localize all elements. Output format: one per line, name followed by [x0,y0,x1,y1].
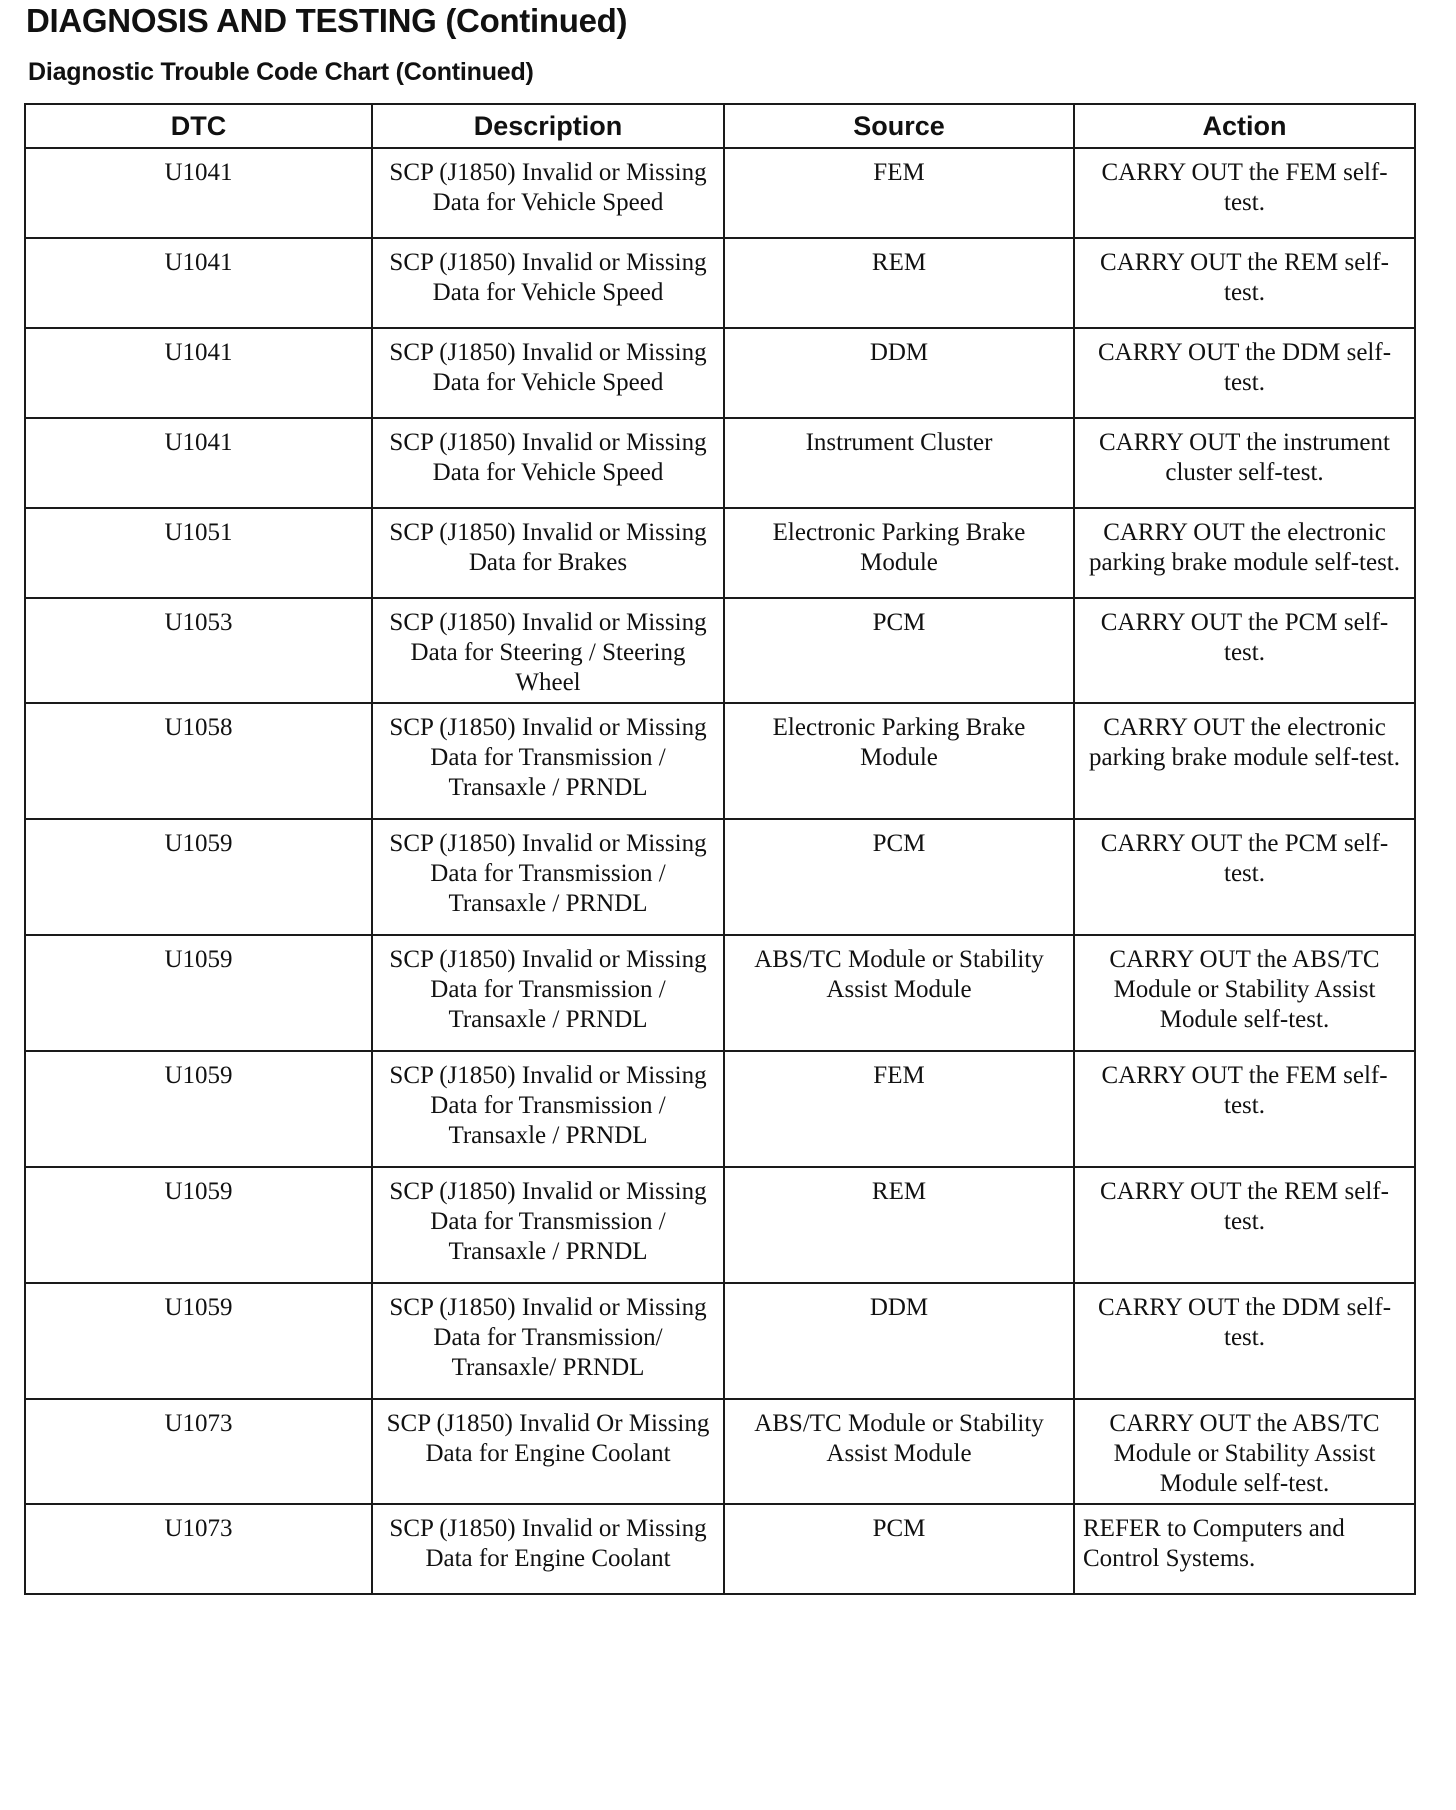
source-cell: PCM [724,819,1074,935]
action-cell: CARRY OUT the FEM self-test. [1074,1051,1415,1167]
table-row [25,238,1415,328]
table-title: Diagnostic Trouble Code Chart (Continued) [28,58,534,86]
description-cell: SCP (J1850) Invalid or Missing Data for Brakes [372,508,724,598]
action-cell: CARRY OUT the REM self-test. [1074,1167,1415,1283]
action-cell: CARRY OUT the instrument cluster self-test. [1074,418,1415,508]
action-cell: CARRY OUT the PCM self-test. [1074,819,1415,935]
action-cell: CARRY OUT the DDM self-test. [1074,1283,1415,1399]
table-header-row [25,104,1415,148]
source-cell: ABS/TC Module or Stability Assist Module [724,1399,1074,1504]
description-cell: SCP (J1850) Invalid or Missing Data for Transmission / Transaxle / PRNDL [372,1051,724,1167]
description-cell: SCP (J1850) Invalid or Missing Data for Vehicle Speed [372,328,724,418]
dtc-cell: U1041 [25,148,372,238]
source-cell: DDM [724,328,1074,418]
table-row [25,1504,1415,1594]
source-cell: ABS/TC Module or Stability Assist Module [724,935,1074,1051]
table-row [25,1051,1415,1167]
dtc-cell: U1041 [25,238,372,328]
description-cell: SCP (J1850) Invalid or Missing Data for Transmission / Transaxle / PRNDL [372,1167,724,1283]
table-row [25,148,1415,238]
dtc-cell: U1058 [25,703,372,819]
dtc-cell: U1059 [25,935,372,1051]
dtc-chart-table [24,103,1416,1595]
table-row [25,598,1415,703]
table-row [25,935,1415,1051]
source-cell: REM [724,238,1074,328]
dtc-cell: U1059 [25,1283,372,1399]
source-cell: PCM [724,598,1074,703]
table-row [25,819,1415,935]
description-cell: SCP (J1850) Invalid or Missing Data for Transmission / Transaxle / PRNDL [372,703,724,819]
table-row [25,703,1415,819]
action-cell: CARRY OUT the PCM self-test. [1074,598,1415,703]
page-title: DIAGNOSIS AND TESTING (Continued) [26,2,628,39]
source-cell: DDM [724,1283,1074,1399]
description-cell: SCP (J1850) Invalid or Missing Data for Vehicle Speed [372,238,724,328]
table-row [25,418,1415,508]
description-cell: SCP (J1850) Invalid Or Missing Data for Engine Coolant [372,1399,724,1504]
action-cell: CARRY OUT the electronic parking brake module self-test. [1074,508,1415,598]
action-cell: CARRY OUT the ABS/TC Module or Stability Assist Module self-test. [1074,935,1415,1051]
description-cell: SCP (J1850) Invalid or Missing Data for Vehicle Speed [372,418,724,508]
column-header-dtc: DTC [25,104,372,148]
table-row [25,1167,1415,1283]
dtc-cell: U1059 [25,819,372,935]
source-cell: Electronic Parking Brake Module [724,703,1074,819]
source-cell: PCM [724,1504,1074,1594]
action-cell: REFER to Computers and Control Systems. [1074,1504,1415,1594]
source-cell: REM [724,1167,1074,1283]
table-row [25,1399,1415,1504]
table-row [25,1283,1415,1399]
dtc-cell: U1053 [25,598,372,703]
dtc-cell: U1059 [25,1051,372,1167]
source-cell: FEM [724,148,1074,238]
action-cell: CARRY OUT the electronic parking brake module self-test. [1074,703,1415,819]
description-cell: SCP (J1850) Invalid or Missing Data for Transmission / Transaxle / PRNDL [372,935,724,1051]
description-cell: SCP (J1850) Invalid or Missing Data for Engine Coolant [372,1504,724,1594]
description-cell: SCP (J1850) Invalid or Missing Data for Steering / Steering Wheel [372,598,724,703]
description-cell: SCP (J1850) Invalid or Missing Data for Transmission/ Transaxle/ PRNDL [372,1283,724,1399]
action-cell: CARRY OUT the REM self-test. [1074,238,1415,328]
description-cell: SCP (J1850) Invalid or Missing Data for Vehicle Speed [372,148,724,238]
column-header-source: Source [724,104,1074,148]
table-row [25,508,1415,598]
column-header-description: Description [372,104,724,148]
description-cell: SCP (J1850) Invalid or Missing Data for Transmission / Transaxle / PRNDL [372,819,724,935]
action-cell: CARRY OUT the DDM self-test. [1074,328,1415,418]
action-cell: CARRY OUT the ABS/TC Module or Stability Assist Module self-test. [1074,1399,1415,1504]
column-header-action: Action [1074,104,1415,148]
table-row [25,328,1415,418]
dtc-cell: U1041 [25,328,372,418]
source-cell: Electronic Parking Brake Module [724,508,1074,598]
action-cell: CARRY OUT the FEM self-test. [1074,148,1415,238]
source-cell: Instrument Cluster [724,418,1074,508]
source-cell: FEM [724,1051,1074,1167]
dtc-cell: U1073 [25,1399,372,1504]
dtc-cell: U1073 [25,1504,372,1594]
dtc-cell: U1041 [25,418,372,508]
dtc-cell: U1059 [25,1167,372,1283]
dtc-cell: U1051 [25,508,372,598]
